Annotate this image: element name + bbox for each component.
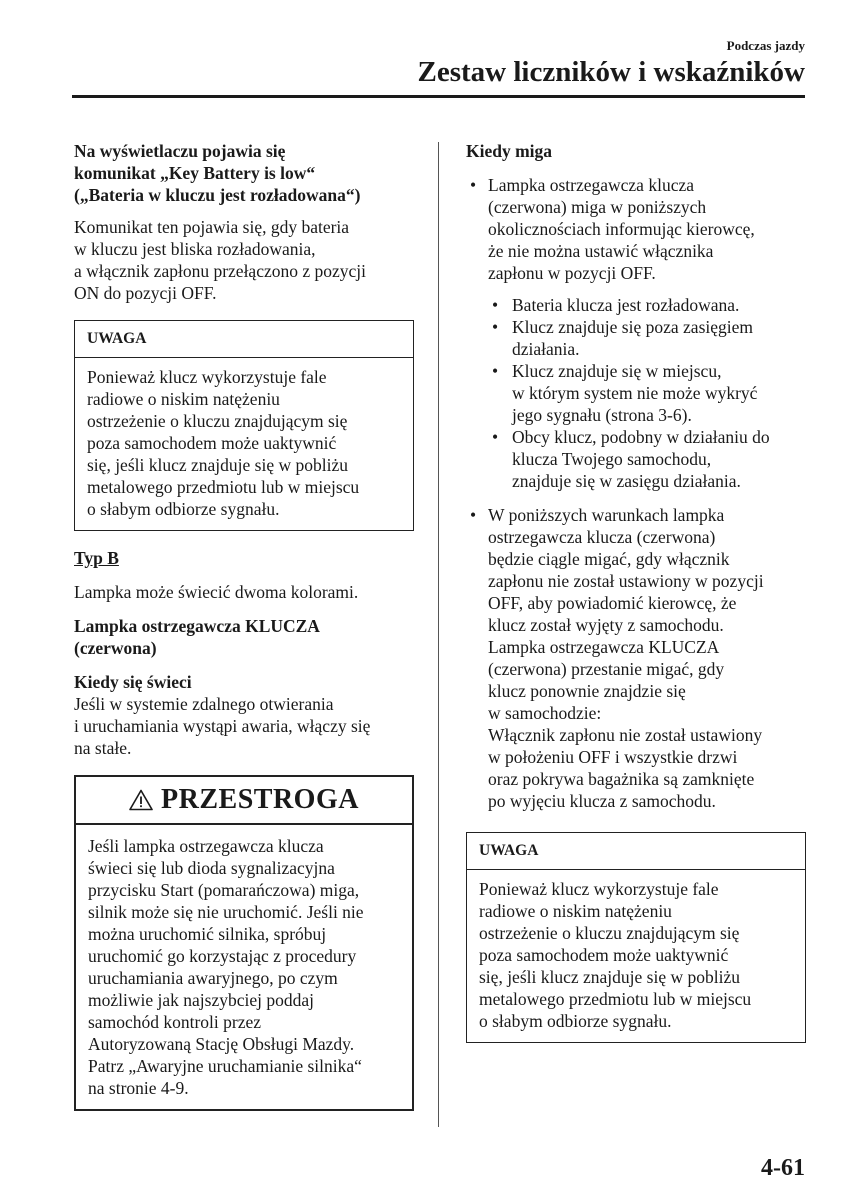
sub-bullet-item	[488, 294, 806, 316]
text-line: na stronie 4-9.	[88, 1078, 189, 1098]
warning-title: PRZESTROGA	[161, 784, 359, 815]
note-title: UWAGA	[467, 833, 805, 870]
text-line: Włącznik zapłonu nie został ustawiony	[488, 725, 763, 745]
page-number: 4-61	[761, 1155, 805, 1181]
right-column	[466, 140, 806, 1043]
text-line: znajduje się w zasięgu działania.	[512, 471, 741, 491]
text-line: radiowe o niskim natężeniu	[87, 389, 280, 409]
blink-heading: Kiedy miga	[466, 141, 553, 161]
text-line: uruchomić go korzystając z procedury	[88, 946, 357, 966]
text-line: metalowego przedmiotu lub w miejscu	[87, 477, 360, 497]
sub-bullet-item	[488, 360, 806, 426]
text-line: się, jeśli klucz znajduje się w pobliżu	[479, 967, 740, 987]
text-line: można uruchomić silnika, spróbuj	[88, 924, 327, 944]
sub-bullet-item	[488, 426, 806, 492]
text-line: o słabym odbiorze sygnału.	[479, 1011, 672, 1031]
text-line: silnik może się nie uruchomić. Jeśli nie	[88, 902, 364, 922]
bullet-item	[466, 504, 806, 812]
text-line: po wyjęciu klucza z samochodu.	[488, 791, 716, 811]
lamp-heading	[74, 615, 414, 659]
text-line: że nie można ustawić włącznika	[488, 241, 714, 261]
note-body	[467, 870, 805, 1042]
text-line: i uruchamiania wystąpi awaria, włączy się	[74, 716, 371, 736]
text-line: w położeniu OFF i wszystkie drzwi	[488, 747, 738, 767]
text-line: Ponieważ klucz wykorzystuje fale	[87, 367, 327, 387]
note-box-left	[74, 320, 414, 531]
text-line: w samochodzie:	[488, 703, 602, 723]
text-line: na stałe.	[74, 738, 132, 758]
left-heading	[74, 140, 414, 206]
intro-paragraph	[74, 216, 414, 304]
text-line: radiowe o niskim natężeniu	[479, 901, 672, 921]
warning-triangle-icon	[129, 789, 153, 811]
heading-line: Na wyświetlaczu pojawia się	[74, 141, 286, 161]
text-line: (czerwona) przestanie migać, gdy	[488, 659, 725, 679]
warning-header	[76, 777, 412, 825]
heading-line: („Bateria w kluczu jest rozładowana“)	[74, 185, 361, 205]
text-line: okolicznościach informując kierowcę,	[488, 219, 755, 239]
section-label: Podczas jazdy	[726, 38, 805, 53]
header-rule	[72, 95, 805, 98]
warning-box	[74, 775, 414, 1111]
text-line: Autoryzowaną Stację Obsługi Mazdy.	[88, 1034, 355, 1054]
bullet-item	[466, 174, 806, 284]
text-line: będzie ciągle migać, gdy włącznik	[488, 549, 730, 569]
note-title: UWAGA	[75, 321, 413, 358]
text-line: • Bateria klucza jest rozładowana.	[512, 295, 740, 315]
text-line: poza samochodem może uaktywnić	[87, 433, 337, 453]
text-line: Patrz „Awaryjne uruchamianie silnika“	[88, 1056, 362, 1076]
text-line: metalowego przedmiotu lub w miejscu	[479, 989, 752, 1009]
text-line: uruchamiania awaryjnego, po czym	[88, 968, 338, 988]
sub-bullet-item	[488, 316, 806, 360]
text-line: zapłonu nie został ustawiony w pozycji	[488, 571, 764, 591]
note-box-right	[466, 832, 806, 1043]
text-line: klucza Twojego samochodu,	[512, 449, 712, 469]
text-line: OFF, aby powiadomić kierowcę, że	[488, 593, 737, 613]
text-line: klucz ponownie znajdzie się	[488, 681, 686, 701]
text-line: poza samochodem może uaktywnić	[479, 945, 729, 965]
text-line: jego sygnału (strona 3-6).	[512, 405, 692, 425]
text-line: • Klucz znajduje się poza zasięgiem	[512, 317, 754, 337]
lit-paragraph	[74, 693, 414, 759]
text-line: a włącznik zapłonu przełączono z pozycji	[74, 261, 367, 281]
text-line: zapłonu w pozycji OFF.	[488, 263, 656, 283]
heading-line: (czerwona)	[74, 638, 157, 658]
page-title: Zestaw liczników i wskaźników	[417, 56, 805, 88]
text-line: w którym system nie może wykryć	[512, 383, 758, 403]
lit-heading: Kiedy się świeci	[74, 672, 192, 692]
type-text: Lampka może świecić dwoma kolorami.	[74, 582, 359, 602]
left-column	[74, 140, 414, 1111]
text-line: • Obcy klucz, podobny w działaniu do	[512, 427, 770, 447]
heading-line: komunikat „Key Battery is low“	[74, 163, 316, 183]
text-line: ostrzeżenie o kluczu znajdującym się	[87, 411, 348, 431]
text-line: świeci się lub dioda sygnalizacyjna	[88, 858, 335, 878]
text-line: działania.	[512, 339, 580, 359]
text-line: się, jeśli klucz znajduje się w pobliżu	[87, 455, 348, 475]
heading-line: Lampka ostrzegawcza KLUCZA	[74, 616, 320, 636]
text-line: Jeśli w systemie zdalnego otwierania	[74, 694, 334, 714]
text-line: ON do pozycji OFF.	[74, 283, 217, 303]
text-line: klucz został wyjęty z samochodu.	[488, 615, 724, 635]
text-line: Jeśli lampka ostrzegawcza klucza	[88, 836, 324, 856]
text-line: • Lampka ostrzegawcza klucza	[488, 175, 694, 195]
text-line: o słabym odbiorze sygnału.	[87, 499, 280, 519]
text-line: Ponieważ klucz wykorzystuje fale	[479, 879, 719, 899]
text-line: przycisku Start (pomarańczowa) miga,	[88, 880, 360, 900]
text-line: w kluczu jest bliska rozładowania,	[74, 239, 316, 259]
text-line: możliwie jak najszybciej poddaj	[88, 990, 314, 1010]
text-line: samochód kontroli przez	[88, 1012, 262, 1032]
type-heading: Typ B	[74, 548, 119, 568]
text-line: (czerwona) miga w poniższych	[488, 197, 707, 217]
text-line: ostrzegawcza klucza (czerwona)	[488, 527, 716, 547]
text-line: • Klucz znajduje się w miejscu,	[512, 361, 722, 381]
text-line: ostrzeżenie o kluczu znajdującym się	[479, 923, 740, 943]
text-line: Lampka ostrzegawcza KLUCZA	[488, 637, 720, 657]
text-line: oraz pokrywa bagażnika są zamknięte	[488, 769, 755, 789]
warning-body	[76, 825, 412, 1109]
note-body	[75, 358, 413, 530]
text-line: • W poniższych warunkach lampka	[488, 505, 725, 525]
text-line: Komunikat ten pojawia się, gdy bateria	[74, 217, 350, 237]
column-divider	[438, 142, 439, 1127]
